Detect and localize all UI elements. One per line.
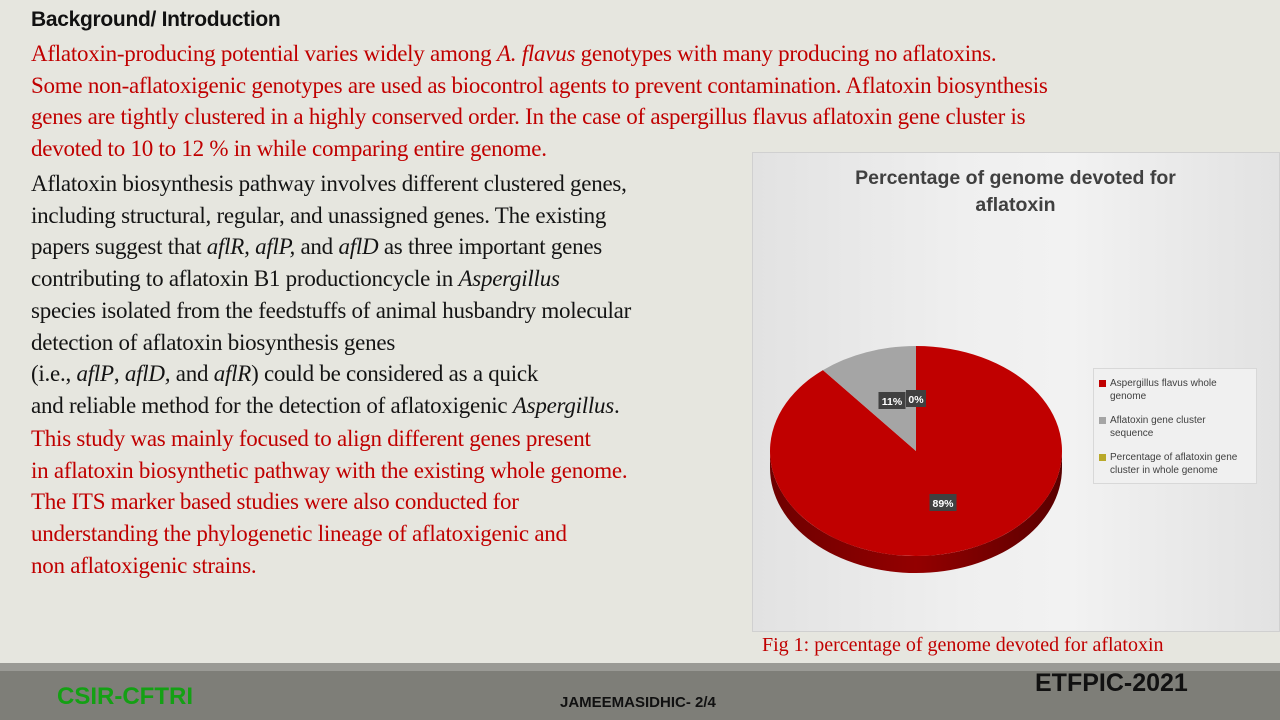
paragraph-line [31,263,761,295]
italic-text: aflD, [124,361,171,387]
figure-caption: Fig 1: percentage of genome devoted for aflatoxin [762,634,1164,656]
intro-paragraph-study-focus [31,423,761,582]
legend-swatch [1099,417,1106,424]
text-run: detection of aflatoxin biosynthesis genes [31,329,396,355]
legend-label: Aflatoxin gene cluster sequence [1110,415,1206,439]
text-run: and [294,234,339,260]
legend-label: Aspergillus flavus whole genome [1110,378,1217,402]
footer-event: ETFPIC-2021 [1035,669,1188,697]
text-run: contributing to aflatoxin B1 productioncycle in [31,266,459,292]
paragraph-line [31,423,761,455]
text-run: species isolated from the feedstuffs of animal husbandry molecular [31,297,632,323]
italic-text: aflR [213,361,252,387]
italic-text: aflD [338,234,379,260]
text-run: papers suggest that [31,234,207,260]
text-run: and reliable method for the detection of aflatoxigenic [31,392,513,418]
italic-text: A. flavus [496,41,576,66]
legend-item [1099,414,1251,440]
text-run: as three important genes [378,234,602,260]
text-run: The ITS marker based studies were also conducted for [31,489,519,515]
pie-chart [752,152,1280,632]
paragraph-line [31,231,761,263]
paragraph-line [31,101,1261,133]
italic-text: aflR, aflP, [206,234,295,260]
text-run: (i.e., [31,361,77,387]
data-label: 89% [932,498,954,510]
text-run: Aflatoxin biosynthesis pathway involves different clustered genes, [31,171,627,196]
legend-label: Percentage of aflatoxin gene cluster in whole genome [1110,452,1238,476]
paragraph-line [31,358,761,390]
text-run: in aflatoxin biosynthetic pathway with the existing whole genome. [31,457,628,483]
footer-organization: CSIR-CFTRI [57,683,193,710]
paragraph-line [31,168,761,200]
paragraph-line [31,550,761,582]
paragraph-line [31,200,761,232]
paragraph-line [31,327,761,359]
text-run: ) could be considered as a quick [251,361,539,387]
italic-text: aflP [76,361,114,387]
data-label: 0% [908,394,924,406]
legend-item [1099,377,1251,403]
paragraph-line [31,295,761,327]
text-run: genes are tightly clustered in a highly conserved order. In the case of aspergillus flavus aflatoxin gene cluster is [31,104,1026,130]
intro-paragraph-aflatoxin-potential [31,38,1261,165]
text-run: This study was mainly focused to align different genes present [31,426,591,451]
data-label: 11% [881,396,903,408]
paragraph-line [31,390,761,422]
text-run: non aflatoxigenic strains. [31,552,257,578]
text-run: , [113,361,125,387]
text-run: genotypes with many producing no aflatoxins. [575,41,997,66]
slide-heading: Background/ Introduction [31,8,281,31]
text-run: . [614,392,620,418]
legend-swatch [1099,454,1106,461]
paragraph-line [31,455,761,487]
text-run: and [170,361,214,387]
legend-item [1099,451,1251,477]
text-run: Aflatoxin-producing potential varies widely among [31,41,497,66]
paragraph-line [31,518,761,550]
paragraph-line [31,38,1261,70]
text-run: devoted to 10 to 12 % in while comparing entire genome. [31,136,547,162]
intro-paragraph-biosynthesis-pathway [31,168,761,422]
chart-title: Percentage of genome devoted for aflatoxin [855,167,1176,216]
text-run: Some non-aflatoxigenic genotypes are used as biocontrol agents to prevent contamination. Aflatoxin biosynthesis [31,72,1048,98]
legend-swatch [1099,380,1106,387]
chart-legend [1093,368,1257,484]
text-run: including structural, regular, and unassigned genes. The existing [31,202,607,228]
text-run: understanding the phylogenetic lineage of aflatoxigenic and [31,521,567,547]
italic-text: Aspergillus [512,392,615,418]
italic-text: Aspergillus [458,266,560,292]
paragraph-line [31,70,1261,102]
paragraph-line [31,486,761,518]
footer-presenter: JAMEEMASIDHIC- 2/4 [560,694,716,711]
